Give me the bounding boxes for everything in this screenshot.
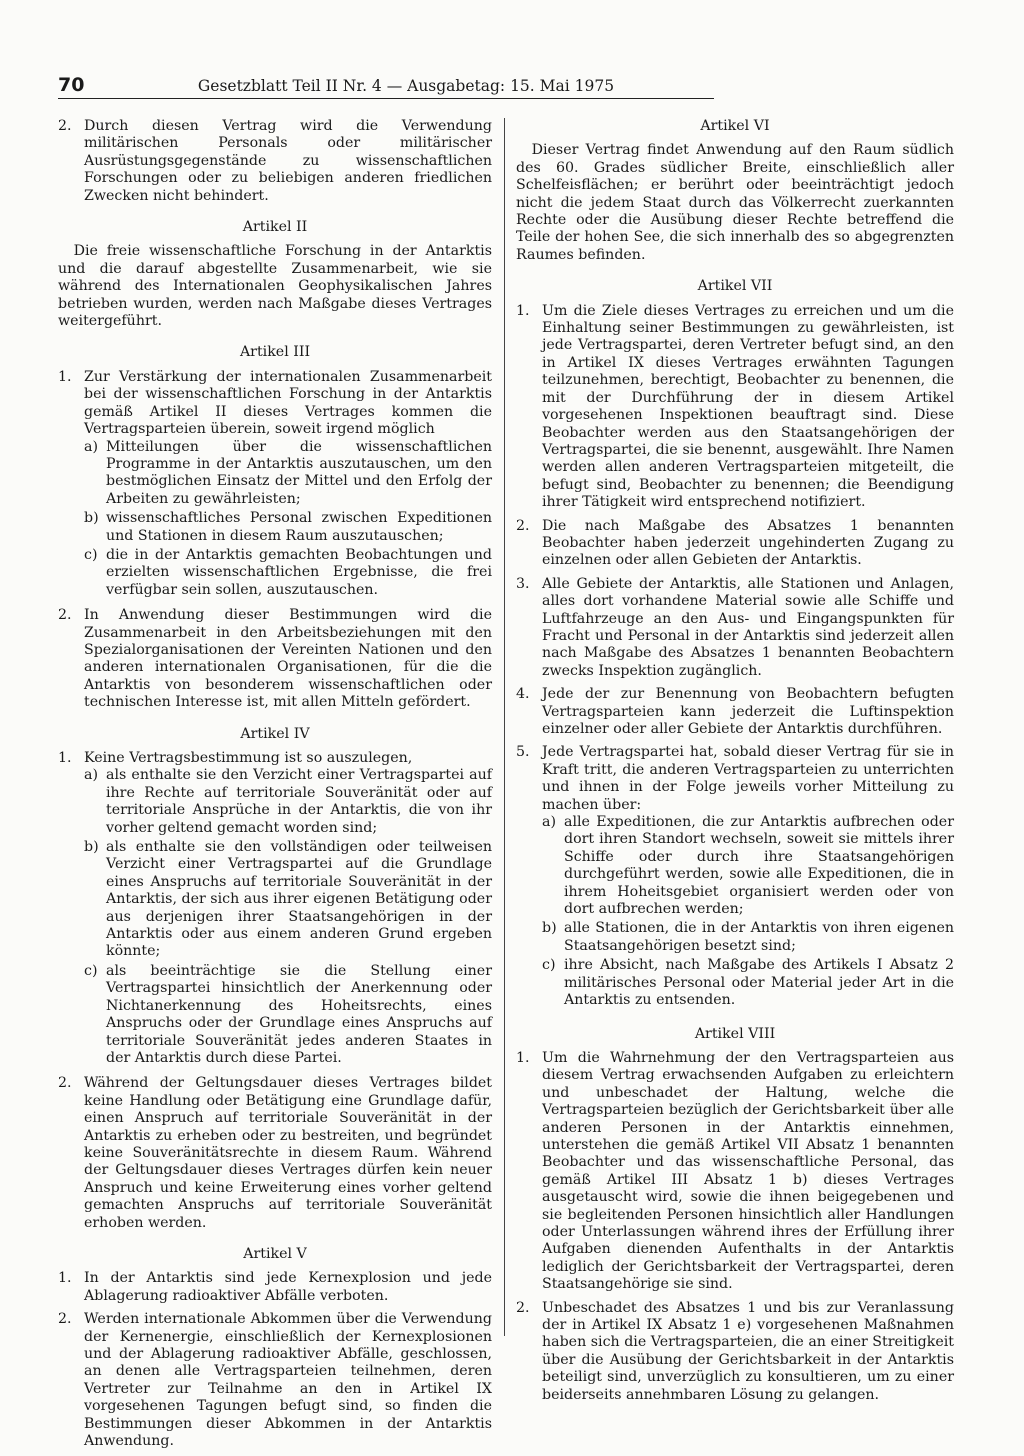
article-4-heading: Artikel IV <box>240 725 310 742</box>
article-1-paragraph-2: 2. Durch diesen Vertrag wird die Verwendung militärischen Personals oder militärischer Ausrüstungsgegenstände zu wissenschaftlichen Forschungen oder zu beliebigen anderen friedlichen Zwecken nicht behindert. <box>58 118 492 204</box>
article-7-paragraph-1: 1. Um die Ziele dieses Vertrages zu erreichen und um die Einhaltung seiner Bestimmungen zu gewährleisten, ist jede Vertragspartei, deren Vertreter befugt sind, an den in Artikel IX dieses Vertrages erwähnten Tagungen teilzunehmen, berechtigt, Beobachter zu benennen, die mit der Durchführung der in diesem Artikel vorgesehenen Inspektionen beauftragt sind. Diese Beobachter werden aus den Staatsangehörigen der Vertragspartei, die sie benennt, ausgewählt. Ihre Namen werden allen anderen Vertragsparteien mitgeteilt, die befugt sind, Beobachter zu benennen; die Beendigung ihrer Tätigkeit wird entsprechend notifiziert. <box>516 302 954 511</box>
article-4-item-a: a) als enthalte sie den Verzicht einer Vertragspartei auf ihre Rechte auf territoriale Souveränität oder auf territoriale Ansprüche in der Antarktis, die von ihr vorher geltend gemacht worden sind; <box>84 767 492 836</box>
right-column <box>516 118 954 1410</box>
article-7-heading: Artikel VII <box>697 278 773 295</box>
article-7-paragraph-2: 2. Die nach Maßgabe des Absatzes 1 benannten Beobachter haben jederzeit ungehinderten Zugang zu einzelnen oder allen Gebieten der Antarktis. <box>516 517 954 569</box>
column-divider <box>504 118 505 1336</box>
article-2-heading: Artikel II <box>242 219 308 236</box>
article-7-paragraph-3: 3. Alle Gebiete der Antarktis, alle Stationen und Anlagen, alles dort vorhandene Material sowie alle Schiffe und Luftfahrzeuge an den Aus- und Eingangspunkten für Fracht und Personal in der Antarktis sind jederzeit allen nach Maßgabe des Absatzes 1 benannten Beobachtern zwecks Inspektion zugänglich. <box>516 575 954 679</box>
article-4-item-c: c) als beeinträchtige sie die Stellung einer Vertragspartei hinsichtlich der Anerkennung oder Nichtanerkennung des Hoheitsrechts, eines Anspruchs oder der Grundlage eines Anspruchs auf territoriale Souveränität jedes anderen Staates in der Antarktis durch diese Partei. <box>84 962 492 1066</box>
page-header <box>58 74 714 99</box>
article-3-item-b: b) wissenschaftliches Personal zwischen Expeditionen und Stationen in diesem Raum auszutauschen; <box>84 510 492 544</box>
article-3-paragraph-2: 2. In Anwendung dieser Bestimmungen wird die Zusammenarbeit in den Arbeitsbeziehungen mit den Spezialorganisationen der Vereinten Nationen und den anderen internationalen Organisationen, für die die Antarktis von besonderem wissenschaftlichen oder technischen Interesse ist, mit allen Mitteln gefördert. <box>58 607 492 711</box>
article-8-paragraph-2: 2. Unbeschadet des Absatzes 1 und bis zur Veranlassung der in Artikel IX Absatz 1 e) vorgesehenen Maßnahmen haben sich die Vertragsparteien, die an einer Streitigkeit über die Ausübung der Gerichtsbarkeit in der Antarktis beteiligt sind, unverzüglich zu konsultieren, um zu einer beiderseits annehmbaren Lösung zu gelangen. <box>516 1299 954 1403</box>
article-6-heading: Artikel VI <box>700 118 770 134</box>
article-4-paragraph-1: 1. Keine Vertragsbestimmung ist so auszulegen, a) als enthalte sie den Verzicht einer Vertragspartei auf ihre Rechte auf territoriale Souveränität oder auf territoriale Ansprüche in der Antarktis, die von ihr vorher geltend gemacht worden sind; b) als enthalte sie den vollständigen oder teilweisen Verzicht einer Vertragspartei auf die Grundlage eines Anspruchs auf territoriale Souveränität in der Antarktis, der sich aus ihrer eigenen Betätigung oder aus derjenigen ihrer Staatsangehörigen in der Antarktis oder aus einem anderen Grund ergeben könnte; c) als beeinträchtige sie die Stellung einer Vertragspartei hinsichtlich der Anerkennung oder Nichtanerkennung des Hoheitsrechts, eines Anspruchs oder der Grundlage eines Anspruchs auf territoriale Souveränität jedes anderen Staates in der Antarktis durch diese Partei. <box>58 750 492 1066</box>
article-7-item-a: a) alle Expeditionen, die zur Antarktis aufbrechen oder dort ihren Standort wechseln, soweit sie mittels ihrer Schiffe oder durch ihre Staatsangehörigen durchgeführt werden, sowie alle Expeditionen, die in ihrem Hoheitsgebiet organisiert werden oder von dort aufbrechen werden; <box>542 814 954 918</box>
article-7-item-b: b) alle Stationen, die in der Antarktis von ihren eigenen Staatsangehörigen besetzt sind; <box>542 920 954 954</box>
article-8-heading: Artikel VIII <box>694 1025 776 1042</box>
left-column <box>58 118 492 1456</box>
article-3-heading: Artikel III <box>239 344 311 361</box>
article-3-item-a: a) Mitteilungen über die wissenschaftlichen Programme in der Antarktis auszutauschen, um den bestmöglichen Einsatz der Mittel und den Erfolg der Arbeiten zu gewährleisten; <box>84 438 492 507</box>
article-5-paragraph-2: 2. Werden internationale Abkommen über die Verwendung der Kernenergie, einschließlich der Kernexplosionen und der Ablagerung radioaktiver Abfälle, geschlossen, an denen alle Vertragsparteien teilnehmen, deren Vertreter zur Teilnahme an den in Artikel IX vorgesehenen Tagungen befugt sind, so finden die Bestimmungen dieser Abkommen in der Antarktis Anwendung. <box>58 1311 492 1450</box>
article-5-heading: Artikel V <box>243 1245 307 1262</box>
article-3-paragraph-1: 1. Zur Verstärkung der internationalen Zusammenarbeit bei der wissenschaftlichen Forschung in der Antarktis gemäß Artikel II dieses Vertrages kommen die Vertragsparteien überein, soweit irgend möglich a) Mitteilungen über die wissenschaftlichen Programme in der Antarktis auszutauschen, um den bestmöglichen Einsatz der Mittel und den Erfolg der Arbeiten zu gewährleisten; b) wissenschaftliches Personal zwischen Expeditionen und Stationen in diesem Raum auszutauschen; c) die in der Antarktis gemachten Beobachtungen und erzielten wissenschaftlichen Ergebnisse, die frei verfügbar sein sollen, auszutauschen. <box>58 368 492 598</box>
article-3-item-c: c) die in der Antarktis gemachten Beobachtungen und erzielten wissenschaftlichen Ergebnisse, die frei verfügbar sein sollen, auszutauschen. <box>84 546 492 598</box>
article-8-paragraph-1: 1. Um die Wahrnehmung der den Vertragsparteien aus diesem Vertrag erwachsenden Aufgaben zu erleichtern und unbeschadet der Haltung, welche die Vertragsparteien bezüglich der Gerichtsbarkeit über alle anderen Personen in der Antarktis einnehmen, unterstehen die gemäß Artikel VII Absatz 1 benannten Beobachter und das wissenschaftliche Personal, das gemäß Artikel III Absatz 1 b) dieses Vertrages ausgetauscht wird, sowie die ihnen beigegebenen und sie begleitenden Personen hinsichtlich aller Handlungen oder Unterlassungen während ihres der Erfüllung ihrer Aufgaben dienenden Aufenthalts in der Antarktis lediglich der Gerichtsbarkeit der Vertragspartei, deren Staatsangehörige sie sind. <box>516 1049 954 1293</box>
article-4-item-b: b) als enthalte sie den vollständigen oder teilweisen Verzicht einer Vertragspartei auf die Grundlage eines Anspruchs auf territoriale Souveränität in der Antarktis, der sich aus ihrer eigenen Betätigung oder aus derjenigen ihrer Staatsangehörigen in der Antarktis oder aus einem anderen Grund ergeben könnte; <box>84 839 492 960</box>
header-title: Gesetzblatt Teil II Nr. 4 — Ausgabetag: 15. Mai 1975 <box>197 77 615 95</box>
article-7-paragraph-5: 5. Jede Vertragspartei hat, sobald dieser Vertrag für sie in Kraft tritt, die anderen Vertragsparteien zu unterrichten und ihnen in der Folge jeweils vorher Mitteilung zu machen über: a) alle Expeditionen, die zur Antarktis aufbrechen oder dort ihren Standort wechseln, soweit sie mittels ihrer Schiffe oder durch ihre Staatsangehörigen durchgeführt werden, sowie alle Expeditionen, die in ihrem Hoheitsgebiet organisiert werden oder von dort aufbrechen werden; b) alle Stationen, die in der Antarktis von ihren eigenen Staatsangehörigen besetzt sind; c) ihre Absicht, nach Maßgabe des Artikels I Absatz 2 militärisches Personal oder Material jeder Art in die Antarktis zu entsenden. <box>516 744 954 1009</box>
article-4-paragraph-2: 2. Während der Geltungsdauer dieses Vertrages bildet keine Handlung oder Betätigung eine Grundlage dafür, einen Anspruch auf territoriale Souveränität in der Antarktis zu erheben oder zu bestreiten, und begründet keine Souveränitätsrechte in diesem Raum. Während der Geltungsdauer dieses Vertrages dürfen kein neuer Anspruch und keine Erweiterung eines vorher geltend gemachten Anspruchs auf territoriale Souveränität erhoben werden. <box>58 1075 492 1231</box>
article-7-paragraph-4: 4. Jede der zur Benennung von Beobachtern befugten Vertragsparteien kann jederzeit die Luftinspektion einzelner oder aller Gebiete der Antarktis durchführen. <box>516 686 954 737</box>
article-2-text: Die freie wissenschaftliche Forschung in der Antarktis und die darauf abgestellte Zusammenarbeit, wie sie während des Internationalen Geophysikalischen Jahres betrieben wurden, werden nach Maßgabe dieses Vertrages weitergeführt. <box>58 243 492 330</box>
article-5-paragraph-1: 1. In der Antarktis sind jede Kernexplosion und jede Ablagerung radioaktiver Abfälle verboten. <box>58 1270 492 1304</box>
page-number: 70 <box>58 74 85 96</box>
article-7-item-c: c) ihre Absicht, nach Maßgabe des Artikels I Absatz 2 militärisches Personal oder Material jeder Art in die Antarktis zu entsenden. <box>542 957 954 1009</box>
article-6-text: Dieser Vertrag findet Anwendung auf den Raum südlich des 60. Grades südlicher Breite, einschließlich aller Schelfeisflächen; er berührt oder beeinträchtigt jedoch nicht die jedem Staat durch das Völkerrecht zuerkannten Rechte oder die Ausübung dieser Rechte betreffend die Teile der hohen See, die sich innerhalb des so abgegrenzten Raumes befinden. <box>516 142 954 263</box>
